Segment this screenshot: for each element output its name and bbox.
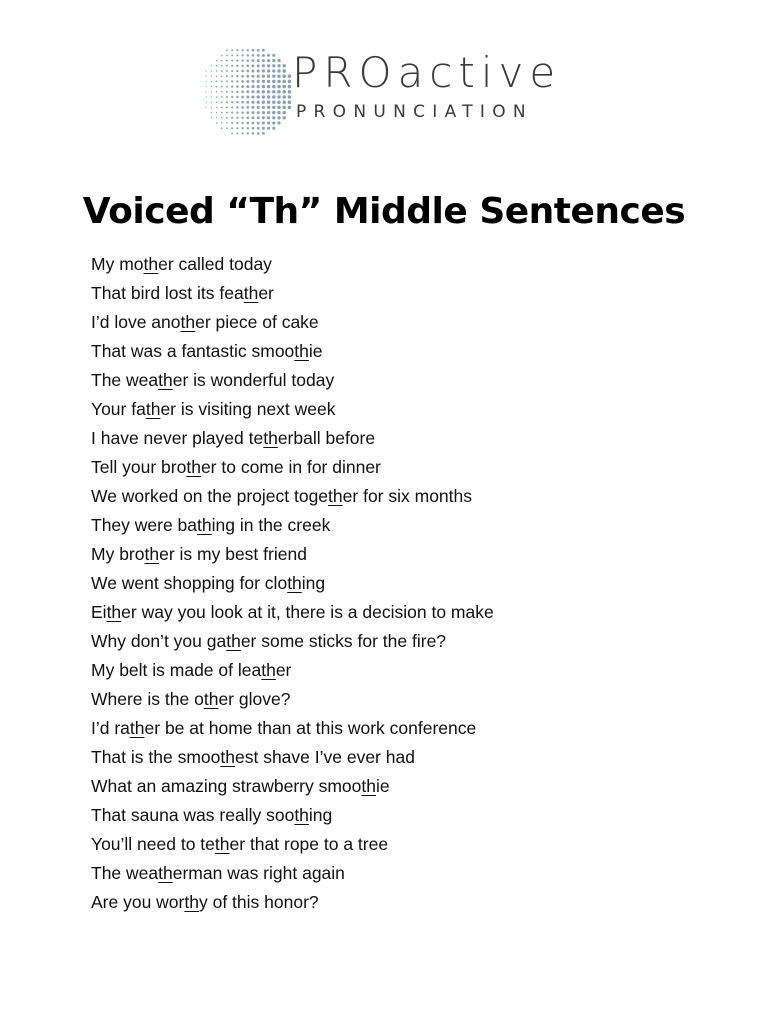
- sentence-text-after: ie: [308, 341, 323, 361]
- logo-subtitle: PRONUNCIATION: [296, 102, 533, 122]
- sentence-text-before: That is the smoo: [91, 747, 221, 767]
- sentence-text-after: er some sticks for the fire?: [240, 631, 447, 651]
- logo-title: PROactive: [292, 48, 562, 97]
- sentence-text-before: Ei: [91, 602, 107, 622]
- underlined-th: th: [361, 776, 376, 796]
- sentence: [91, 453, 494, 482]
- sentence-text-before: Tell your bro: [91, 457, 187, 477]
- sentence-text-after: ing: [301, 573, 326, 593]
- sentence: [91, 685, 494, 714]
- sentence: [91, 279, 494, 308]
- underlined-th: th: [186, 457, 201, 477]
- sentence-text-after: est shave I’ve ever had: [234, 747, 415, 767]
- underlined-th: th: [203, 689, 219, 709]
- sentence-text-before: They were ba: [91, 515, 198, 535]
- underlined-th: th: [180, 312, 196, 332]
- sentence-list: [91, 250, 494, 917]
- sentence-text-after: y of this honor?: [198, 892, 319, 912]
- sentence-text-after: er to come in for dinner: [200, 457, 381, 477]
- sentence-text-before: I’d ra: [91, 718, 130, 738]
- sentence: [91, 569, 494, 598]
- sentence: [91, 888, 494, 917]
- sentence-text-before: What an amazing strawberry smoo: [91, 776, 362, 796]
- sentence: [91, 743, 494, 772]
- underlined-th: th: [214, 834, 230, 854]
- halftone-circle-icon: [200, 44, 294, 138]
- sentence-text-before: I have never played te: [91, 428, 264, 448]
- underlined-th: th: [143, 254, 159, 274]
- sentence-text-after: er is wonderful today: [172, 370, 335, 390]
- sentence-text-before: Your fa: [91, 399, 146, 419]
- page-title: Voiced “Th” Middle Sentences: [82, 191, 686, 232]
- underlined-th: th: [158, 370, 173, 390]
- sentence: [91, 859, 494, 888]
- sentence-text-after: er for six months: [342, 486, 473, 506]
- underlined-th: th: [106, 602, 122, 622]
- sentence-text-after: er that rope to a tree: [229, 834, 389, 854]
- sentence: [91, 714, 494, 743]
- underlined-th: th: [220, 747, 235, 767]
- sentence-text-before: Where is the o: [91, 689, 204, 709]
- sentence-text-before: Are you wor: [91, 892, 185, 912]
- sentence-text-after: er piece of cake: [195, 312, 319, 332]
- sentence: [91, 337, 494, 366]
- sentence: [91, 801, 494, 830]
- underlined-th: th: [226, 631, 241, 651]
- sentence-text-after: erman was right again: [172, 863, 345, 883]
- sentence: [91, 395, 494, 424]
- underlined-th: th: [158, 863, 173, 883]
- underlined-th: th: [261, 660, 276, 680]
- sentence: [91, 366, 494, 395]
- sentence-text-after: er is visiting next week: [160, 399, 336, 419]
- sentence-text-before: My mo: [91, 254, 144, 274]
- underlined-th: th: [145, 399, 161, 419]
- sentence-text-before: We went shopping for clo: [91, 573, 288, 593]
- sentence-text-before: We worked on the project toge: [91, 486, 329, 506]
- sentence-text-after: er way you look at it, there is a decision to make: [121, 602, 494, 622]
- underlined-th: th: [129, 718, 145, 738]
- sentence-text-after: er glove?: [218, 689, 291, 709]
- sentence: [91, 250, 494, 279]
- sentence-text-after: ie: [376, 776, 390, 796]
- sentence: [91, 772, 494, 801]
- sentence: [91, 656, 494, 685]
- logo: [200, 40, 580, 140]
- sentence-text-after: er is my best friend: [159, 544, 307, 564]
- sentence: [91, 424, 494, 453]
- underlined-th: th: [263, 428, 278, 448]
- sentence: [91, 540, 494, 569]
- sentence-text-before: That bird lost its fea: [91, 283, 244, 303]
- underlined-th: th: [287, 573, 302, 593]
- sentence-text-before: My belt is made of lea: [91, 660, 262, 680]
- sentence: [91, 627, 494, 656]
- sentence-text-before: That sauna was really soo: [91, 805, 295, 825]
- sentence: [91, 308, 494, 337]
- sentence-text-before: That was a fantastic smoo: [91, 341, 295, 361]
- sentence-text-before: I’d love ano: [91, 312, 181, 332]
- sentence-text-before: The wea: [91, 370, 159, 390]
- sentence-text-before: Why don’t you ga: [91, 631, 227, 651]
- sentence-text-after: ing in the creek: [211, 515, 331, 535]
- sentence-text-after: er be at home than at this work conference: [144, 718, 477, 738]
- underlined-th: th: [328, 486, 343, 506]
- underlined-th: th: [144, 544, 160, 564]
- underlined-th: th: [294, 805, 309, 825]
- sentence-text-before: You’ll need to te: [91, 834, 215, 854]
- sentence-text-after: er: [258, 283, 274, 303]
- sentence-text-after: erball before: [277, 428, 376, 448]
- sentence-text-after: er: [275, 660, 292, 680]
- sentence-text-after: er called today: [158, 254, 272, 274]
- underlined-th: th: [294, 341, 309, 361]
- sentence: [91, 482, 494, 511]
- underlined-th: th: [243, 283, 259, 303]
- sentence-text-before: The wea: [91, 863, 159, 883]
- sentence: [91, 830, 494, 859]
- sentence-text-after: ing: [308, 805, 333, 825]
- sentence: [91, 598, 494, 627]
- sentence-text-before: My bro: [91, 544, 145, 564]
- underlined-th: th: [197, 515, 212, 535]
- underlined-th: th: [184, 892, 199, 912]
- sentence: [91, 511, 494, 540]
